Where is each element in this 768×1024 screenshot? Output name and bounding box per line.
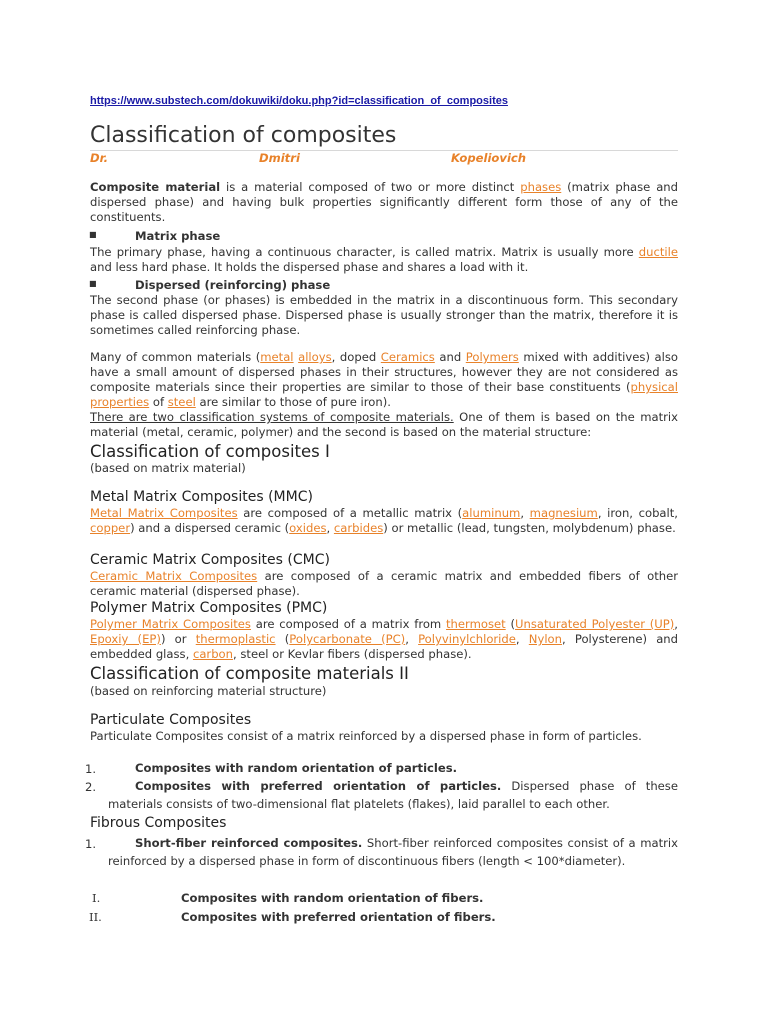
fibrous-heading: Fibrous Composites — [90, 815, 227, 831]
list-number: I. — [92, 891, 101, 905]
pmc-text: , — [405, 632, 419, 646]
two-systems-underlined: There are two classification systems of composite materials. — [90, 410, 454, 424]
pmc-text: , — [674, 617, 678, 631]
mmc-text: are composed of a metallic matrix ( — [237, 506, 463, 520]
pmc-text: are composed of a matrix from — [250, 617, 447, 631]
ceramics-link[interactable]: Ceramics — [380, 350, 435, 364]
intro-text: is a material composed of two or more distinct — [220, 180, 521, 194]
common-text: and — [434, 350, 466, 364]
classification-2-heading: Classification of composite materials II — [90, 664, 409, 683]
thermoset-link[interactable]: thermoset — [446, 617, 506, 631]
list-item-bold: Composites with preferred orientation of particles. — [135, 779, 502, 793]
phases-link[interactable]: phases — [520, 180, 562, 194]
author-middle-link[interactable]: Dmitri — [259, 151, 300, 165]
aluminum-link[interactable]: aluminum — [462, 506, 521, 520]
author-last-link[interactable]: Kopeliovich — [451, 151, 527, 165]
pmc-text: ) or — [160, 632, 196, 646]
list-item — [108, 777, 678, 813]
common-text: Many of common materials ( — [90, 350, 261, 364]
copper-link[interactable]: copper — [90, 521, 131, 535]
dispersed-phase-paragraph: The second phase (or phases) is embedded in the matrix in a discontinuous form. This secondary phase is called dispersed phase. Dispersed phase is usually stronger than the matrix, therefore it is sometimes called reinforcing phase. — [90, 293, 678, 337]
polycarbonate-link[interactable]: Polycarbonate (PC) — [289, 632, 406, 646]
cmc-link[interactable]: Ceramic Matrix Composites — [90, 569, 258, 583]
carbides-link[interactable]: carbides — [333, 521, 384, 535]
intro-lead: Composite material — [90, 180, 221, 194]
pmc-text: ( — [275, 632, 290, 646]
cmc-text: are composed of a ceramic matrix and embedded fibers of other ceramic material (dispersed phase). — [90, 569, 678, 598]
mmc-text: , — [326, 521, 334, 535]
two-systems-paragraph — [90, 410, 678, 440]
pmc-paragraph — [90, 617, 678, 662]
list-item — [108, 834, 678, 870]
classification-1-subtitle: (based on matrix material) — [90, 461, 246, 475]
common-text: mixed with additives) also have a small amount of dispersed phases in their structures, however they are not considered as composite materials since their properties are similar to those of their base constituents ( — [90, 350, 678, 394]
common-text: are similar to those of pure iron). — [195, 395, 391, 409]
particulate-heading: Particulate Composites — [90, 712, 252, 728]
two-systems-text: One of them is based on the matrix material (metal, ceramic, polymer) and the second is based on the material structure: — [90, 410, 679, 439]
particulate-paragraph: Particulate Composites consist of a matrix reinforced by a dispersed phase in form of particles. — [90, 729, 642, 743]
steel-link[interactable]: steel — [167, 395, 196, 409]
physical-properties-link[interactable]: physical properties — [90, 380, 678, 409]
list-number: 2. — [85, 780, 97, 794]
mmc-heading: Metal Matrix Composites (MMC) — [90, 489, 313, 505]
mmc-paragraph — [90, 506, 678, 536]
sub-list-item: Composites with random orientation of fibers. — [181, 891, 484, 905]
polymers-link[interactable]: Polymers — [465, 350, 519, 364]
common-text: , doped — [331, 350, 381, 364]
unsaturated-polyester-link[interactable]: Unsaturated Polyester (UP) — [515, 617, 675, 631]
list-number: II. — [89, 910, 102, 924]
mmc-text: , — [520, 506, 530, 520]
carbon-link[interactable]: carbon — [192, 647, 233, 661]
title-rule — [90, 150, 678, 151]
pmc-text: , — [515, 632, 529, 646]
intro-text-2: (matrix phase and dispersed phase) and having bulk properties significantly different form those of any of the constituents. — [90, 180, 679, 224]
dispersed-phase-heading: Dispersed (reinforcing) phase — [135, 278, 331, 292]
metal-link[interactable]: metal — [260, 350, 294, 364]
matrix-text: The primary phase, having a continuous character, is called matrix. Matrix is usually more — [90, 245, 639, 259]
nylon-link[interactable]: Nylon — [528, 632, 562, 646]
list-item — [135, 759, 678, 777]
matrix-phase-paragraph — [90, 245, 678, 275]
cmc-paragraph — [90, 569, 678, 599]
bullet-icon: ■ — [89, 279, 97, 288]
list-number: 1. — [85, 762, 97, 776]
list-item-text: Short-fiber reinforced composites consist of a matrix reinforced by a dispersed phase in form of discontinuous fibers (length < 100*diameter). — [108, 836, 678, 868]
author-first-link[interactable]: Dr. — [90, 151, 109, 165]
pmc-text: ( — [505, 617, 516, 631]
matrix-text-2: and less hard phase. It holds the dispersed phase and shares a load with it. — [90, 260, 529, 274]
cmc-heading: Ceramic Matrix Composites (CMC) — [90, 552, 330, 568]
pmc-text: , Polysterene) and embedded glass, — [90, 632, 679, 661]
pmc-text: , steel or Kevlar fibers (dispersed phase). — [233, 647, 472, 661]
ductile-link[interactable]: ductile — [638, 245, 678, 259]
source-url-link[interactable]: https://www.substech.com/dokuwiki/doku.php?id=classification_of_composites — [90, 95, 508, 107]
pmc-heading: Polymer Matrix Composites (PMC) — [90, 600, 328, 616]
classification-1-heading: Classification of composites I — [90, 442, 330, 461]
list-item-text: Dispersed phase of these materials consists of two-dimensional flat platelets (flakes), laid parallel to each other. — [108, 779, 678, 811]
magnesium-link[interactable]: magnesium — [529, 506, 598, 520]
bullet-icon: ■ — [89, 230, 97, 239]
thermoplastic-link[interactable]: thermoplastic — [195, 632, 276, 646]
list-item-bold: Composites with random orientation of particles. — [135, 761, 458, 775]
pmc-link[interactable]: Polymer Matrix Composites — [90, 617, 251, 631]
oxides-link[interactable]: oxides — [289, 521, 327, 535]
mmc-text: ) or metallic (lead, tungsten, molybdenum) phase. — [383, 521, 676, 535]
polyvinylchloride-link[interactable]: Polyvinylchloride — [418, 632, 516, 646]
intro-paragraph — [90, 180, 678, 225]
mmc-link[interactable]: Metal Matrix Composites — [90, 506, 238, 520]
matrix-phase-heading: Matrix phase — [135, 229, 221, 243]
common-materials-paragraph — [90, 350, 678, 410]
list-number: 1. — [85, 837, 97, 851]
mmc-text: , iron, cobalt, — [597, 506, 678, 520]
alloys-link[interactable]: alloys — [298, 350, 332, 364]
page-title: Classification of composites — [90, 123, 397, 148]
sub-list-item: Composites with preferred orientation of fibers. — [181, 910, 496, 924]
common-text: of — [149, 395, 168, 409]
mmc-text: ) and a dispersed ceramic ( — [130, 521, 290, 535]
epoxy-link[interactable]: Epoxiy (EP) — [90, 632, 161, 646]
list-item-bold: Short-fiber reinforced composites. — [135, 836, 363, 850]
classification-2-subtitle: (based on reinforcing material structure) — [90, 684, 327, 698]
